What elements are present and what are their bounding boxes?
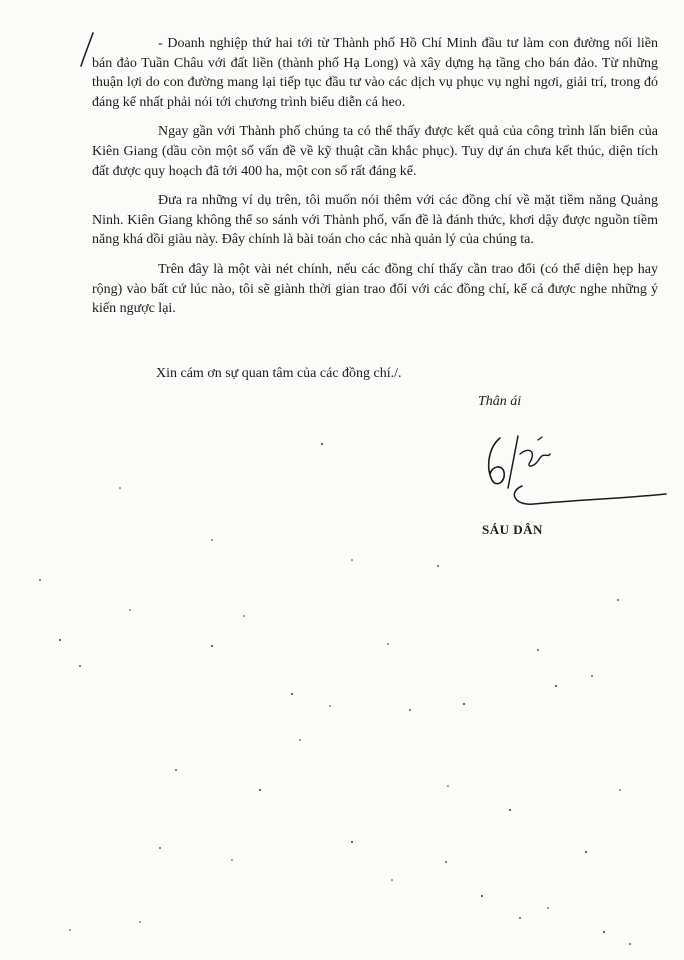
paragraph-kien-giang-reclamation: Ngay gần với Thành phố chúng ta có thể thấy được kết quả của công trình lấn biển của Kiên Giang (dầu còn một số vấn đề về kỹ thuật cần khắc phục). Tuy dự án chưa kết thúc, diện tích đất được quy hoạch đã tới 400 ha, một con số rất đáng kể. [92, 124, 658, 179]
signer-name: SÁU DÂN [482, 522, 543, 537]
paragraph-discussion-offer: Trên đây là một vài nét chính, nếu các đồng chí thấy cần trao đổi (có thể diện hẹp hay rộng) vào bất cứ lúc nào, tôi sẽ giành thời gian trao đổi với các đồng chí, kể cả được nghe những ý kiến ngược lại. [92, 261, 658, 317]
paragraph-investment-tuan-chau: - Doanh nghiệp thứ hai tới từ Thành phố Hồ Chí Minh đầu tư làm con đường nối liền bán đảo Tuần Châu với đất liền (thành phố Hạ Long) và xây dựng hạ tầng cho bán đảo. Từ những thuận lợi do con đường mang lại tiếp tục đầu tư vào các dịch vụ phục vụ nghỉ ngơi, giải trí, trong đó đáng kể nhất phải nói tới chương trình biểu diễn cá heo. [92, 36, 658, 110]
closing-thanks: Xin cám ơn sự quan tâm của các đồng chí./. [156, 366, 402, 381]
paragraph-quang-ninh-potential: Đưa ra những ví dụ trên, tôi muốn nói thêm với các đồng chí về mặt tiềm năng Quảng Ninh. Kiên Giang không thể so sánh với Thành phố, vấn đề là đánh thức, khơi dậy được nguồn tiềm năng khá dồi giàu này. Đây chính là bài toán cho các nhà quản lý của chúng ta. [92, 193, 658, 248]
salutation: Thân ái [478, 394, 522, 409]
